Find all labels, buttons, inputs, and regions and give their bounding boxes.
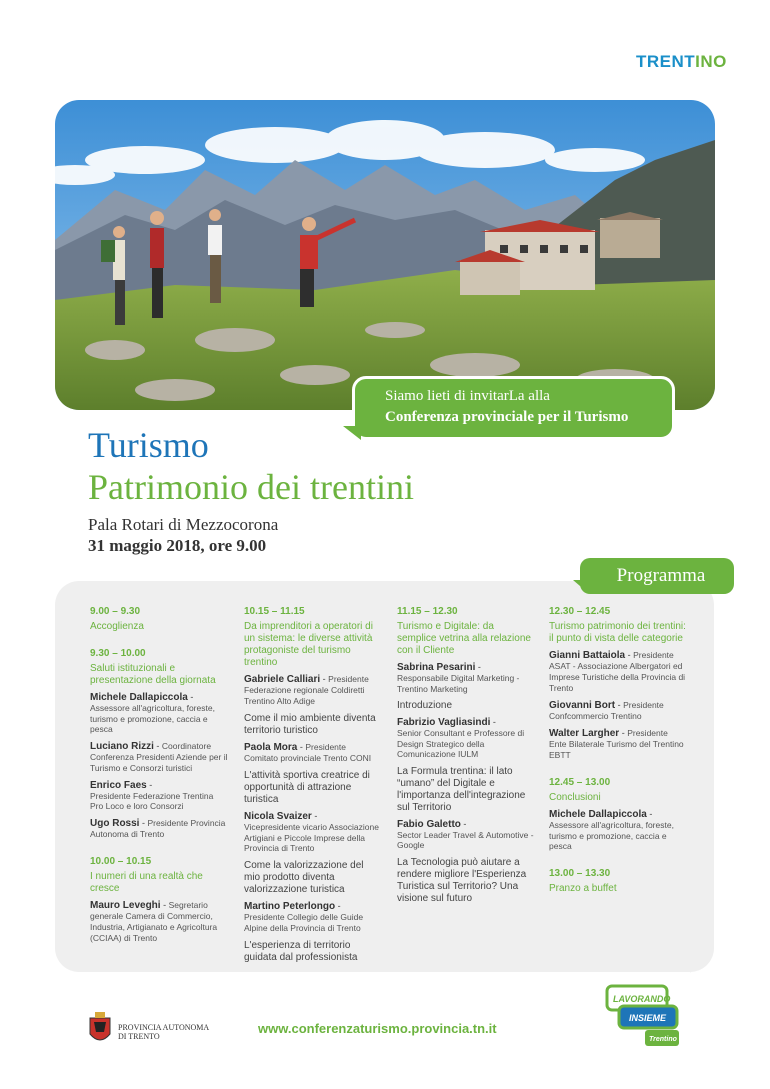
speaker-role: Senior Consultant e Professore di Design Strategico della Comunicazione IULM bbox=[397, 728, 525, 759]
session-topic: Conclusioni bbox=[549, 792, 601, 803]
program-column-4 bbox=[549, 606, 687, 900]
svg-text:LAVORANDO: LAVORANDO bbox=[613, 994, 671, 1004]
speaker-role: Coordinatore Conferenza Presidenti Aziende per il Turismo e Consorzi turistici bbox=[90, 740, 228, 773]
main-title: Turismo bbox=[88, 425, 209, 465]
speaker-role: Segretario generale Camera di Commercio, Industria, Artigianato e Agricoltura (CCIAA) di Trento bbox=[90, 899, 218, 943]
program-box-tail bbox=[690, 945, 710, 973]
speaker-name: Fabio Galetto bbox=[397, 818, 461, 830]
talk-title: Introduzione bbox=[397, 700, 453, 711]
speaker-role: Presidente Provincia Autonoma di Trento bbox=[90, 817, 226, 839]
conference-name: Conferenza provinciale per il Turismo bbox=[385, 409, 629, 425]
talk-title: Come la valorizzazione del mio prodotto diventa valorizzazione turistica bbox=[244, 859, 364, 895]
invitation-bubble bbox=[352, 376, 675, 440]
speaker-name: Ugo Rossi bbox=[90, 817, 140, 829]
speaker-name: Mauro Leveghi bbox=[90, 899, 161, 911]
session-time: 9.30 – 10.00 bbox=[90, 648, 146, 659]
talk-title: L'attività sportiva creatrice di opportunità di attrazione turistica bbox=[244, 770, 370, 805]
session-time: 13.00 – 13.30 bbox=[549, 867, 611, 879]
talk-title: Come il mio ambiente diventa territorio turistico bbox=[244, 713, 376, 736]
speaker-role: Responsabile Digital Marketing - Trentino Marketing bbox=[397, 673, 520, 694]
session-time: 9.00 – 9.30 bbox=[90, 606, 141, 617]
speaker-role: Assessore all'agricoltura, foreste, turismo e promozione, caccia e pesca bbox=[90, 703, 215, 734]
speaker: Luciano Rizzi - Coordinatore Conferenza Presidenti Aziende per il Turismo e Consorzi turistici bbox=[90, 740, 228, 773]
speaker: Giovanni Bort - Presidente Confcommercio Trentino bbox=[549, 700, 664, 721]
program-heading: Programma bbox=[580, 558, 734, 594]
speaker-name: Fabrizio Vagliasindi bbox=[397, 717, 491, 728]
speaker-role: Presidente Collegio delle Guide Alpine della Provincia di Trento bbox=[244, 911, 364, 933]
session-topic: Turismo patrimonio dei trentini: il punto di vista delle categorie bbox=[549, 621, 686, 644]
event-date: 31 maggio 2018, ore 9.00 bbox=[88, 536, 267, 555]
speaker: Fabrizio Vagliasindi - Senior Consultant e Professore di Design Strategico della Comunicazione IULM bbox=[397, 717, 535, 760]
speaker: Michele Dallapiccola - Assessore all'agricoltura, foreste, turismo e promozione, caccia e pesca bbox=[90, 692, 228, 735]
subtitle: Patrimonio dei trentini bbox=[88, 467, 414, 507]
speaker: Gianni Battaiola - Presidente ASAT - Associazione Albergatori ed Imprese Turistiche della Provincia di Trento bbox=[549, 650, 686, 693]
speaker-name: Giovanni Bort bbox=[549, 700, 616, 711]
session-topic: Turismo e Digitale: da semplice vetrina alla relazione con il Cliente bbox=[397, 621, 531, 656]
program-column-2 bbox=[244, 606, 382, 969]
speaker: Paola Mora - Presidente Comitato provinciale Trento CONI bbox=[244, 742, 372, 763]
speaker: Martino Peterlongo - Presidente Collegio delle Guide Alpine della Provincia di Trento bbox=[244, 900, 364, 933]
session-topic: Pranzo a buffet bbox=[549, 882, 617, 894]
session-time: 12.45 – 13.00 bbox=[549, 777, 611, 788]
speaker-name: Walter Largher bbox=[549, 728, 620, 739]
invitation-line: Siamo lieti di invitarLa alla bbox=[385, 388, 550, 404]
speaker: Mauro Leveghi - Segretario generale Camera di Commercio, Industria, Artigianato e Agricoltura (CCIAA) di Trento bbox=[90, 899, 218, 943]
session-time: 12.30 – 12.45 bbox=[549, 606, 611, 617]
svg-text:INSIEME: INSIEME bbox=[629, 1013, 667, 1023]
session-topic: Accoglienza bbox=[90, 621, 144, 632]
province-crest-icon bbox=[88, 1012, 112, 1046]
speaker-name: Michele Dallapiccola bbox=[90, 692, 188, 703]
speaker-name: Luciano Rizzi bbox=[90, 740, 154, 752]
svg-text:Trentino: Trentino bbox=[649, 1036, 677, 1043]
talk-title: La Formula trentina: il lato “umano” del Digitale e l'importanza dell'integrazione sul Territorio bbox=[397, 765, 526, 813]
speaker-role: Presidente Comitato provinciale Trento CONI bbox=[244, 742, 372, 763]
session-topic: Da imprenditori a operatori di un sistema: le diverse attività protagoniste del turismo trentino bbox=[244, 621, 373, 668]
speaker-name: Martino Peterlongo bbox=[244, 900, 336, 912]
session-topic: I numeri di una realtà che cresce bbox=[90, 870, 203, 894]
speaker-name: Sabrina Pesarini bbox=[397, 662, 476, 673]
venue: Pala Rotari di Mezzocorona bbox=[88, 515, 279, 534]
speaker: Enrico Faes - Presidente Federazione Trentina Pro Loco e loro Consorzi bbox=[90, 780, 228, 812]
trentino-logo: TRENTINO bbox=[636, 52, 727, 71]
session-time: 10.15 – 11.15 bbox=[244, 606, 305, 617]
speaker-role: Assessore all'agricoltura, foreste, turismo e promozione, caccia e pesca bbox=[549, 820, 674, 851]
speaker-name: Paola Mora bbox=[244, 742, 298, 753]
program-column-1 bbox=[90, 606, 228, 950]
speaker-name: Nicola Svaizer bbox=[244, 811, 312, 822]
speaker: Sabrina Pesarini - Responsabile Digital Marketing - Trentino Marketing bbox=[397, 662, 535, 694]
program-column-3 bbox=[397, 606, 535, 910]
speaker-role: Presidente Federazione Trentina Pro Loco e loro Consorzi bbox=[90, 790, 214, 811]
speaker: Ugo Rossi - Presidente Provincia Autonoma di Trento bbox=[90, 817, 226, 839]
speaker-role: Presidente Federazione regionale Coldiretti Trentino Alto Adige bbox=[244, 674, 369, 706]
speaker: Gabriele Calliari - Presidente Federazione regionale Coldiretti Trentino Alto Adige bbox=[244, 674, 369, 706]
lavorando-insieme-logo bbox=[605, 982, 681, 1048]
session-topic: Saluti istituzionali e presentazione della giornata bbox=[90, 663, 216, 686]
website-link[interactable]: www.conferenzaturismo.provincia.tn.it bbox=[258, 1021, 497, 1036]
speaker-role: Vicepresidente vicario Associazione Artigiani e Piccole Imprese della Provincia di Trento bbox=[244, 822, 379, 853]
speaker-role: Presidente Ente Bilaterale Turismo del Trentino EBTT bbox=[549, 728, 684, 760]
province-name: PROVINCIA AUTONOMA DI TRENTO bbox=[118, 1023, 210, 1041]
speaker-name: Enrico Faes bbox=[90, 779, 147, 791]
session-time: 10.00 – 10.15 bbox=[90, 855, 152, 867]
talk-title: L'esperienza di territorio guidata dal professionista bbox=[244, 939, 358, 963]
speaker: Fabio Galetto - Sector Leader Travel & Automotive - Google bbox=[397, 818, 534, 850]
speaker: Walter Largher - Presidente Ente Bilaterale Turismo del Trentino EBTT bbox=[549, 728, 684, 760]
speaker-role: Presidente ASAT - Associazione Albergatori ed Imprese Turistiche della Provincia di Trento bbox=[549, 650, 686, 693]
speaker-name: Gianni Battaiola bbox=[549, 650, 626, 661]
speaker: Nicola Svaizer - Vicepresidente vicario Associazione Artigiani e Piccole Imprese della Provincia di Trento bbox=[244, 811, 382, 854]
session-time: 11.15 – 12.30 bbox=[397, 606, 458, 617]
speaker-role: Sector Leader Travel & Automotive - Google bbox=[397, 829, 534, 850]
bubble-tail bbox=[343, 426, 361, 440]
speaker-name: Michele Dallapiccola bbox=[549, 809, 647, 820]
speaker-role: Presidente Confcommercio Trentino bbox=[549, 700, 664, 721]
speaker-name: Gabriele Calliari bbox=[244, 674, 321, 685]
hero-photo bbox=[55, 100, 715, 410]
talk-title: La Tecnologia può aiutare a rendere migliore l'Esperienza Turistica sul Territorio? Una visione sul futuro bbox=[397, 856, 527, 904]
speaker: Michele Dallapiccola - Assessore all'agricoltura, foreste, turismo e promozione, caccia e pesca bbox=[549, 809, 687, 852]
